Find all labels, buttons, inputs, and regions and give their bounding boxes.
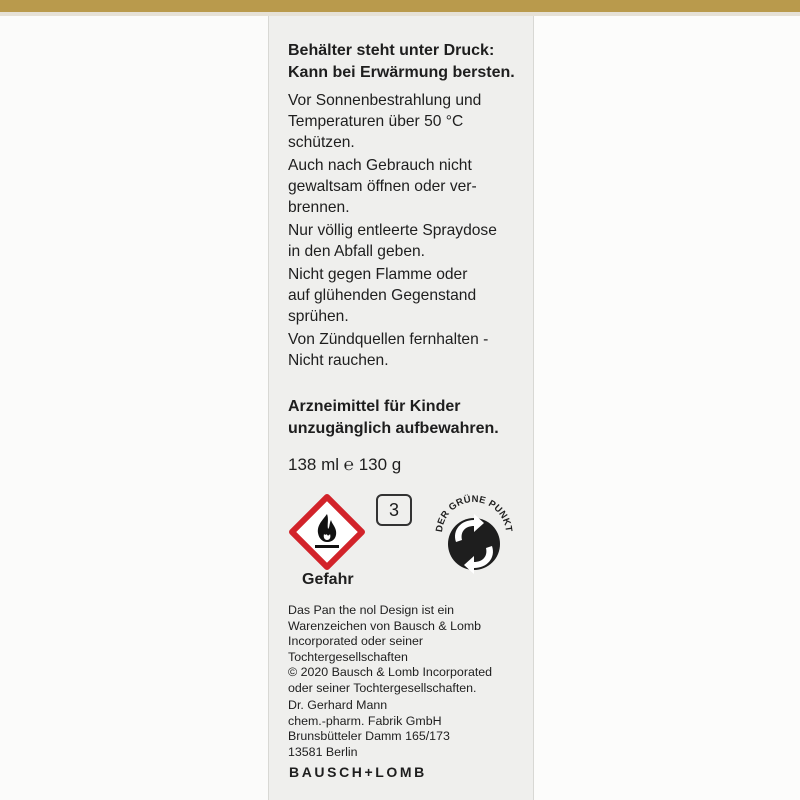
trademark-notice: Das Pan the nol Design ist ein Warenzeichen von Bausch & Lomb Incorporated oder seiner Tochtergesellschaften © 2020 Bausch & Lomb Incorporated oder seiner Tochtergesellschaften. (288, 603, 493, 695)
brand-logo: BAUSCH+LOMB (289, 764, 427, 780)
volume: 138 ml (288, 455, 340, 474)
warning-paragraph: Nicht gegen Flamme oder auf glühenden Gegenstand sprühen. (288, 266, 477, 325)
warning-paragraph: Von Zündquellen fernhalten - Nicht rauchen. (288, 331, 489, 369)
recycling-icon (428, 484, 520, 576)
flame-icon (289, 494, 365, 570)
weight: 130 g (358, 455, 402, 474)
recycling-text: DER GRÜNE PUNKT (433, 493, 515, 533)
warning-heading: Behälter steht unter Druck: Kann bei Erwärmung bersten. (288, 42, 515, 81)
package-side-left (0, 16, 268, 800)
signal-word: Gefahr (302, 571, 354, 588)
net-quantity (288, 454, 528, 475)
warning-paragraph: Auch nach Gebrauch nicht gewaltsam öffnen oder ver- brennen. (288, 157, 477, 216)
hazard-level-badge: 3 (376, 494, 412, 526)
warning-paragraph: Vor Sonnenbestrahlung und Temperaturen über 50 °C schützen. (288, 92, 482, 151)
warning-paragraph: Nur völlig entleerte Spraydose in den Abfall geben. (288, 222, 497, 260)
package-top-edge (0, 0, 800, 16)
storage-notice: Arzneimittel für Kinder unzugänglich aufbewahren. (288, 398, 499, 437)
manufacturer-address: Dr. Gerhard Mann chem.-pharm. Fabrik GmbH Brunsbütteler Damm 165/173 13581 Berlin (288, 698, 450, 759)
estimate-icon: ℮ (343, 455, 354, 474)
package-side-right (533, 16, 800, 800)
